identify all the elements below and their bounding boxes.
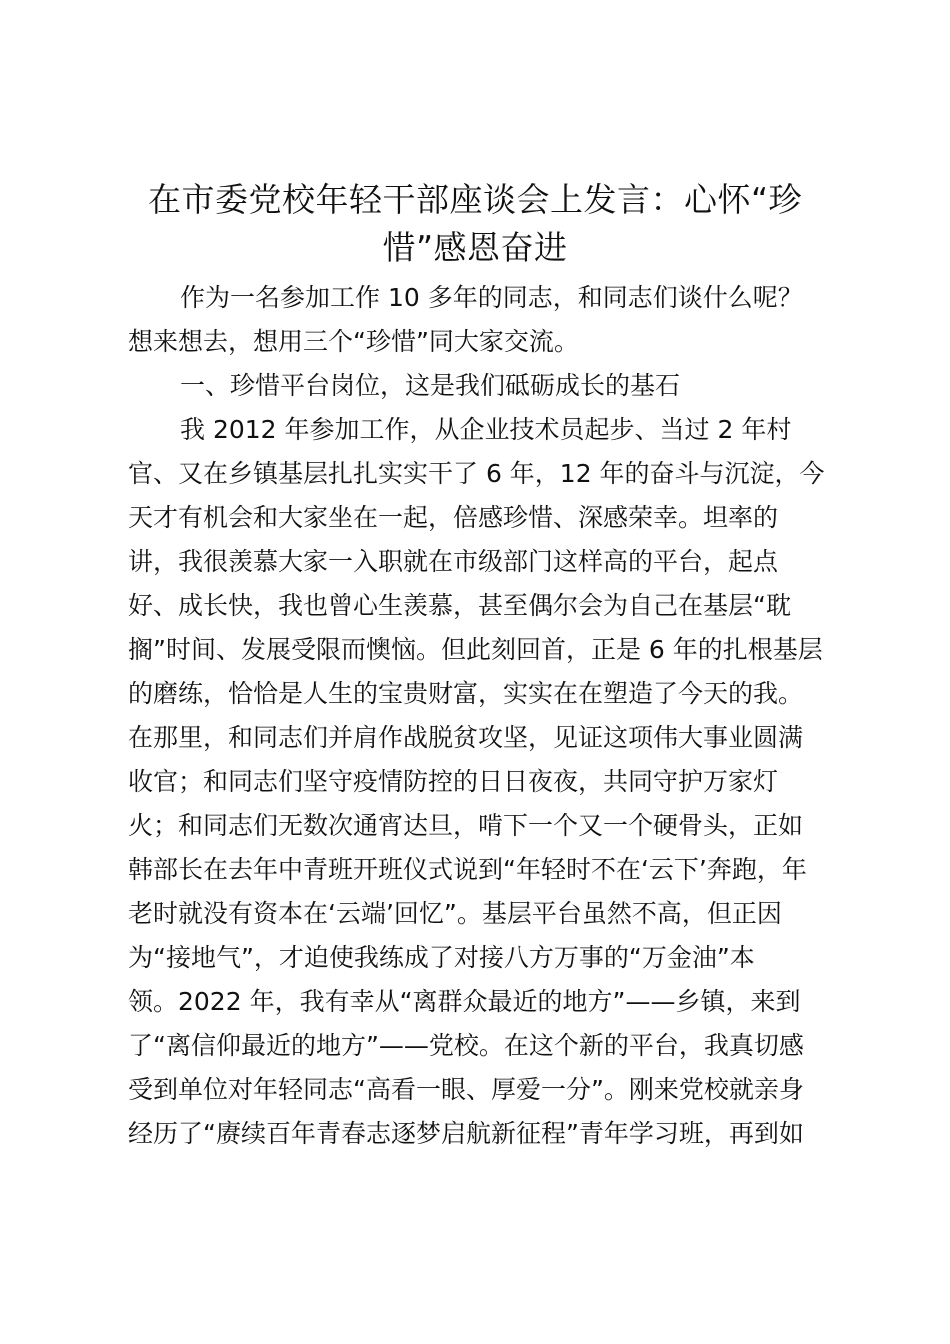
section-heading: 一、珍惜平台岗位，这是我们砥砺成长的基石 (180, 371, 681, 400)
body-line: 韩部长在去年中青班开班仪式说到“年轻时不在‘云下’奔跑，年 (128, 855, 807, 884)
body-line: 领。2022 年，我有幸从“离群众最近的地方”——乡镇，来到 (128, 987, 801, 1016)
document-title-line-1: 在市委党校年轻干部座谈会上发言：心怀“珍 (147, 180, 803, 219)
body-line: 讲，我很羡慕大家一入职就在市级部门这样高的平台，起点 (128, 547, 779, 576)
body-line: 为“接地气”，才迫使我练成了对接八方万事的“万金油”本 (128, 943, 755, 972)
body-line: 收官；和同志们坚守疫情防控的日日夜夜，共同守护万家灯 (128, 767, 779, 796)
body-line: 搁”时间、发展受限而懊恼。但此刻回首，正是 6 年的扎根基层 (128, 635, 823, 664)
body-line: 火；和同志们无数次通宵达旦，啃下一个又一个硬骨头，正如 (128, 811, 804, 840)
body-line: 受到单位对年轻同志“高看一眼、厚爱一分”。刚来党校就亲身 (128, 1075, 804, 1104)
intro-line-1: 作为一名参加工作 10 多年的同志，和同志们谈什么呢？ (180, 283, 803, 312)
body-line: 天才有机会和大家坐在一起，倍感珍惜、深感荣幸。坦率的 (128, 503, 779, 532)
document-title-line-2: 惜”感恩奋进 (382, 228, 568, 267)
body-line: 经历了“赓续百年青春志逐梦启航新征程”青年学习班，再到如 (128, 1119, 804, 1148)
body-line: 了“离信仰最近的地方”——党校。在这个新的平台，我真切感 (128, 1031, 804, 1060)
intro-line-2: 想来想去，想用三个“珍惜”同大家交流。 (128, 327, 579, 356)
body-line: 老时就没有资本在‘云端’回忆”。基层平台虽然不高，但正因 (128, 899, 782, 928)
body-line: 好、成长快，我也曾心生羡慕，甚至偶尔会为自己在基层“耽 (128, 591, 791, 620)
body-line: 官、又在乡镇基层扎扎实实干了 6 年，12 年的奋斗与沉淀，今 (128, 459, 825, 488)
body-line: 在那里，和同志们并肩作战脱贫攻坚，见证这项伟大事业圆满 (128, 723, 804, 752)
body-line: 的磨练，恰恰是人生的宝贵财富，实实在在塑造了今天的我。 (128, 679, 804, 708)
body-line: 我 2012 年参加工作，从企业技术员起步、当过 2 年村 (180, 415, 792, 444)
